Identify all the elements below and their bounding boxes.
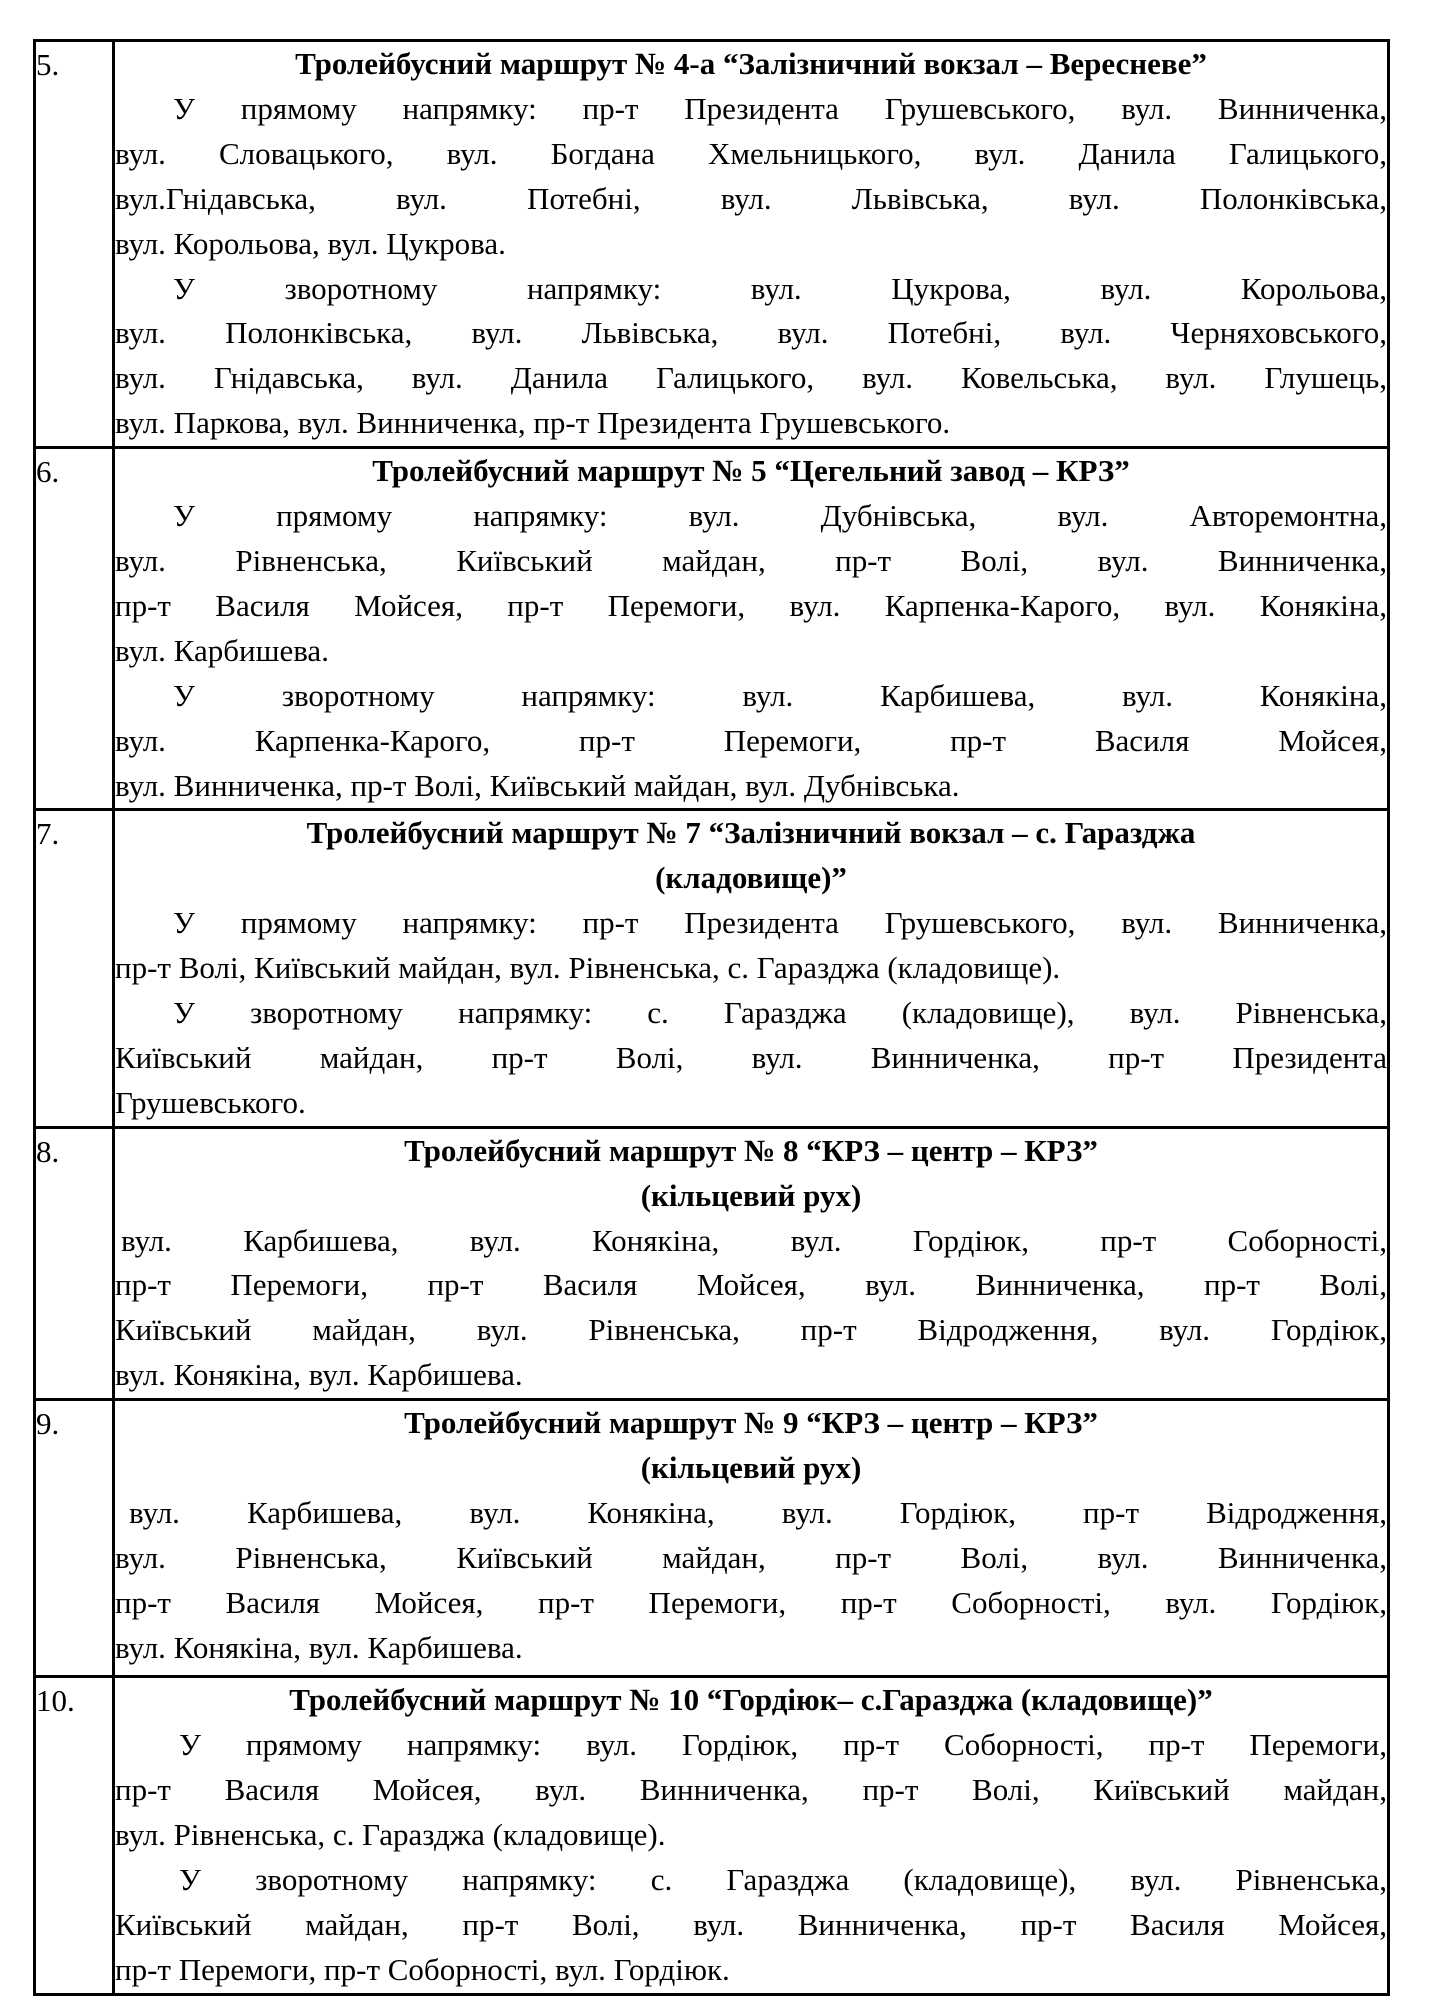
route-line: Київський майдан, пр-т Волі, вул. Винниченка, пр-т Василя Мойсея, (115, 1906, 1387, 1942)
route-line: вул. Карпенка-Карого, пр-т Перемоги, пр-т Василя Мойсея, (115, 722, 1387, 758)
route-index: 10. (35, 1677, 114, 1994)
route-line: У прямому напрямку: пр-т Президента Грушевського, вул. Винниченка, (173, 905, 1387, 941)
route-line: вул. Паркова, вул. Винниченка, пр-т Президента Грушевського. (115, 405, 951, 441)
route-line: вул. Рівненська, с. Гаразджа (кладовище). (115, 1816, 666, 1852)
route-line: Київський майдан, вул. Рівненська, пр-т Відродження, вул. Гордіюк, (115, 1312, 1387, 1348)
route-line: пр-т Василя Мойсея, пр-т Перемоги, пр-т Соборності, вул. Гордіюк, (115, 1584, 1387, 1620)
route-title: Тролейбусний маршрут № 5 “Цегельний завод – КРЗ” (372, 453, 1130, 489)
table-row (35, 810, 1389, 1127)
route-line: У зворотному напрямку: вул. Цукрова, вул. Корольова, (173, 270, 1387, 306)
route-description (114, 448, 1389, 810)
route-description (114, 1677, 1389, 1994)
route-line: вул. Карбишева, вул. Конякіна, вул. Гордіюк, пр-т Соборності, (121, 1222, 1387, 1258)
route-line: пр-т Василя Мойсея, пр-т Перемоги, вул. Карпенка-Карого, вул. Конякіна, (115, 587, 1387, 623)
route-line: У зворотному напрямку: вул. Карбишева, вул. Конякіна, (173, 677, 1387, 713)
route-line: вул. Винниченка, пр-т Волі, Київський майдан, вул. Дубнівська. (115, 767, 960, 803)
route-line: У прямому напрямку: вул. Дубнівська, вул. Авторемонтна, (173, 498, 1387, 534)
route-line: вул. Рівненська, Київський майдан, пр-т Волі, вул. Винниченка, (115, 1539, 1387, 1575)
route-line: Київський майдан, пр-т Волі, вул. Винниченка, пр-т Президента (115, 1039, 1387, 1075)
route-line: пр-т Василя Мойсея, вул. Винниченка, пр-т Волі, Київський майдан, (115, 1772, 1387, 1807)
route-line: вул. Рівненська, Київський майдан, пр-т Волі, вул. Винниченка, (115, 542, 1387, 578)
route-description (114, 41, 1389, 448)
route-index: 6. (35, 448, 114, 810)
routes-table (33, 39, 1390, 1996)
route-description (114, 1127, 1389, 1399)
route-line: вул. Гнідавська, вул. Данила Галицького, вул. Ковельська, вул. Глушець, (115, 360, 1387, 396)
route-title: Тролейбусний маршрут № 8 “КРЗ – центр – КРЗ” (404, 1132, 1098, 1168)
route-line: У прямому напрямку: пр-т Президента Грушевського, вул. Винниченка, (173, 90, 1387, 126)
route-index: 5. (35, 41, 114, 448)
route-line: Грушевського. (115, 1084, 306, 1120)
route-title-continuation: (кільцевий рух) (640, 1177, 862, 1213)
route-title: Тролейбусний маршрут № 10 “Гордіюк– с.Гаразджа (кладовище)” (289, 1682, 1213, 1718)
route-line: вул. Полонківська, вул. Львівська, вул. Потебні, вул. Черняховського, (115, 315, 1387, 351)
route-title: Тролейбусний маршрут № 7 “Залізничний вокзал – с. Гаразджа (306, 815, 1196, 851)
table-row (35, 1400, 1389, 1677)
route-line: вул. Конякіна, вул. Карбишева. (115, 1629, 523, 1665)
route-index: 7. (35, 810, 114, 1127)
route-title-continuation: (кладовище)” (655, 860, 847, 896)
route-title-continuation: (кільцевий рух) (640, 1450, 862, 1486)
route-line: вул. Словацького, вул. Богдана Хмельницького, вул. Данила Галицького, (115, 135, 1387, 171)
table-row (35, 1127, 1389, 1399)
route-index: 8. (35, 1127, 114, 1399)
table-row (35, 41, 1389, 448)
route-line: У зворотному напрямку: с. Гаразджа (кладовище), вул. Рівненська, (173, 995, 1387, 1031)
table-row (35, 1677, 1389, 1994)
route-line: пр-т Перемоги, пр-т Соборності, вул. Гордіюк. (115, 1951, 730, 1987)
route-description (114, 1400, 1389, 1677)
route-title: Тролейбусний маршрут № 4-а “Залізничний вокзал – Вересневе” (295, 46, 1207, 81)
route-index: 9. (35, 1400, 114, 1677)
route-line: пр-т Перемоги, пр-т Василя Мойсея, вул. Винниченка, пр-т Волі, (115, 1267, 1387, 1303)
route-title: Тролейбусний маршрут № 9 “КРЗ – центр – КРЗ” (404, 1405, 1098, 1441)
route-description (114, 810, 1389, 1127)
route-line: У прямому напрямку: вул. Гордіюк, пр-т Соборності, пр-т Перемоги, (179, 1727, 1387, 1763)
route-line: вул. Карбишева, вул. Конякіна, вул. Гордіюк, пр-т Відродження, (129, 1495, 1387, 1530)
table-row (35, 448, 1389, 810)
route-line: вул. Карбишева. (115, 632, 329, 668)
route-line: вул. Корольова, вул. Цукрова. (115, 225, 506, 261)
route-line: вул. Конякіна, вул. Карбишева. (115, 1357, 523, 1393)
route-line: вул.Гнідавська, вул. Потебні, вул. Львівська, вул. Полонківська, (115, 180, 1387, 216)
route-line: пр-т Волі, Київський майдан, вул. Рівненська, с. Гаразджа (кладовище). (115, 950, 1061, 986)
route-line: У зворотному напрямку: с. Гаразджа (кладовище), вул. Рівненська, (179, 1861, 1387, 1897)
